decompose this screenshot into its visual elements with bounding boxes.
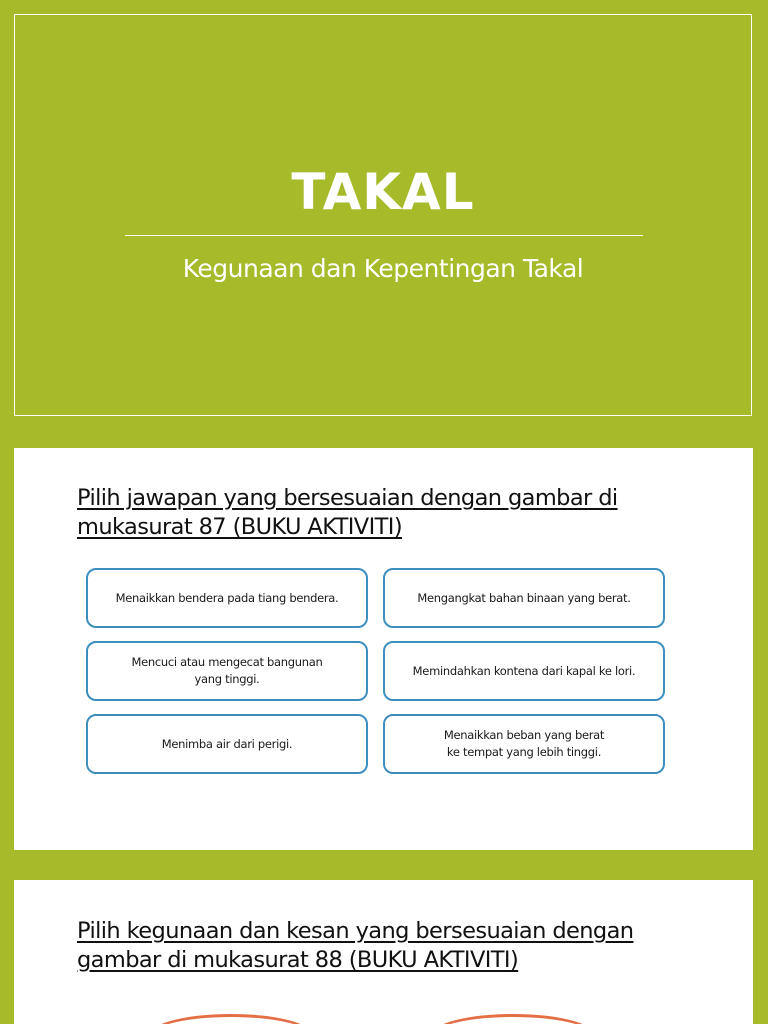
answer-box-flag-pole[interactable]: Menaikkan bendera pada tiang bendera. <box>86 568 368 628</box>
oval-shape-right <box>433 1014 593 1024</box>
answer-box-container-transfer[interactable]: Memindahkan kontena dari kapal ke lori. <box>383 641 665 701</box>
answer-box-well-water[interactable]: Menimba air dari perigi. <box>86 714 368 774</box>
slide-subtitle: Kegunaan dan Kepentingan Takal <box>182 254 584 283</box>
answer-box-lift-heavy-load[interactable]: Menaikkan beban yang berat ke tempat yang lebih tinggi. <box>383 714 665 774</box>
answer-box-construction-materials[interactable]: Mengangkat bahan binaan yang berat. <box>383 568 665 628</box>
title-slide <box>14 14 752 416</box>
activity-88-slide <box>14 880 753 1024</box>
activity-88-instruction: Pilih kegunaan dan kesan yang bersesuaian dengan gambar di mukasurat 88 (BUKU AKTIVITI) <box>77 918 634 973</box>
activity-87-slide <box>14 448 753 850</box>
oval-shape-left <box>151 1014 311 1024</box>
answer-box-clean-building[interactable]: Mencuci atau mengecat bangunan yang tinggi. <box>86 641 368 701</box>
slide-title: TAKAL <box>291 163 475 221</box>
title-divider <box>125 235 643 236</box>
activity-87-instruction: Pilih jawapan yang bersesuaian dengan gambar di mukasurat 87 (BUKU AKTIVITI) <box>77 485 618 540</box>
